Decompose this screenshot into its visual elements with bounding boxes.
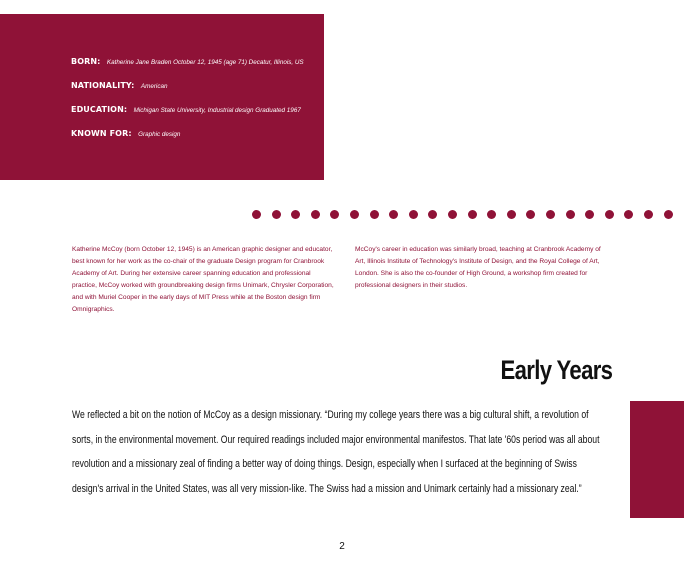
- accent-side-block: [630, 401, 684, 518]
- divider-dot: [389, 210, 398, 219]
- divider-dot: [566, 210, 575, 219]
- intro-column-left: Katherine McCoy (born October 12, 1945) is an American graphic designer and educator, best known for her work as the co-chair of the graduate Design program for Cranbrook Academy of Art. During her extensive career spanning education and professional practice, McCoy worked with groundbreaking design firms Unimark, Chrysler Corporation, and with Muriel Cooper in the early days of MIT Press while at the Boston design firm Omnigraphics.: [72, 246, 334, 313]
- divider-dot: [370, 210, 379, 219]
- divider-dot: [526, 210, 535, 219]
- section-body: We reflected a bit on the notion of McCoy as a design missionary. “During my college years there was a big cultural shift, a revolution of sorts, in the environmental movement. Our required readings included major environmental manifestos. That late '60s period was all about revolution and a missionary zeal of finding a better way of doing things. Design, especially when I surfaced at the beginning of Swiss design's arrival in the United States, was all very mission-like. The Swiss had a mission and Unimark certainly had a missionary zeal.”: [72, 409, 600, 495]
- divider-dot: [350, 210, 359, 219]
- divider-dot: [252, 210, 261, 219]
- divider-dot: [585, 210, 594, 219]
- divider-dot: [507, 210, 516, 219]
- dotted-divider: [252, 210, 684, 220]
- divider-dot: [487, 210, 496, 219]
- education-label: EDUCATION:: [71, 105, 128, 114]
- divider-dot: [605, 210, 614, 219]
- known-for-value: Graphic design: [138, 131, 181, 138]
- born-value: Katherine Jane Braden October 12, 1945 (age 71) Decatur, Illinois, US: [106, 59, 304, 66]
- divider-dot: [330, 210, 339, 219]
- divider-dot: [409, 210, 418, 219]
- divider-dot: [291, 210, 300, 219]
- divider-dot: [664, 210, 673, 219]
- divider-dot: [428, 210, 437, 219]
- page-number: 2: [339, 541, 345, 552]
- education-value: Michigan State University, Industrial design Graduated 1967: [133, 107, 301, 114]
- known-for-label: KNOWN FOR:: [71, 129, 132, 138]
- education-row: [71, 99, 301, 117]
- divider-dot: [546, 210, 555, 219]
- born-row: [71, 51, 304, 69]
- divider-dot: [644, 210, 653, 219]
- born-label: BORN:: [71, 57, 101, 66]
- divider-dot: [311, 210, 320, 219]
- divider-dot: [272, 210, 281, 219]
- divider-dot: [448, 210, 457, 219]
- divider-dot: [624, 210, 633, 219]
- nationality-value: American: [140, 83, 168, 90]
- divider-dot: [468, 210, 477, 219]
- nationality-label: NATIONALITY:: [71, 81, 135, 90]
- profile-info-block: [0, 14, 324, 180]
- intro-column-right: McCoy's career in education was similarly broad, teaching at Cranbrook Academy of Art, Illinois Institute of Technology's Institute of Design, and the Royal College of Art, London. She is also the co-founder of High Ground, a workshop firm created for professional designers in their studios.: [355, 246, 601, 289]
- nationality-row: [71, 75, 167, 93]
- known-for-row: [71, 123, 180, 141]
- section-title: Early Years: [500, 355, 612, 385]
